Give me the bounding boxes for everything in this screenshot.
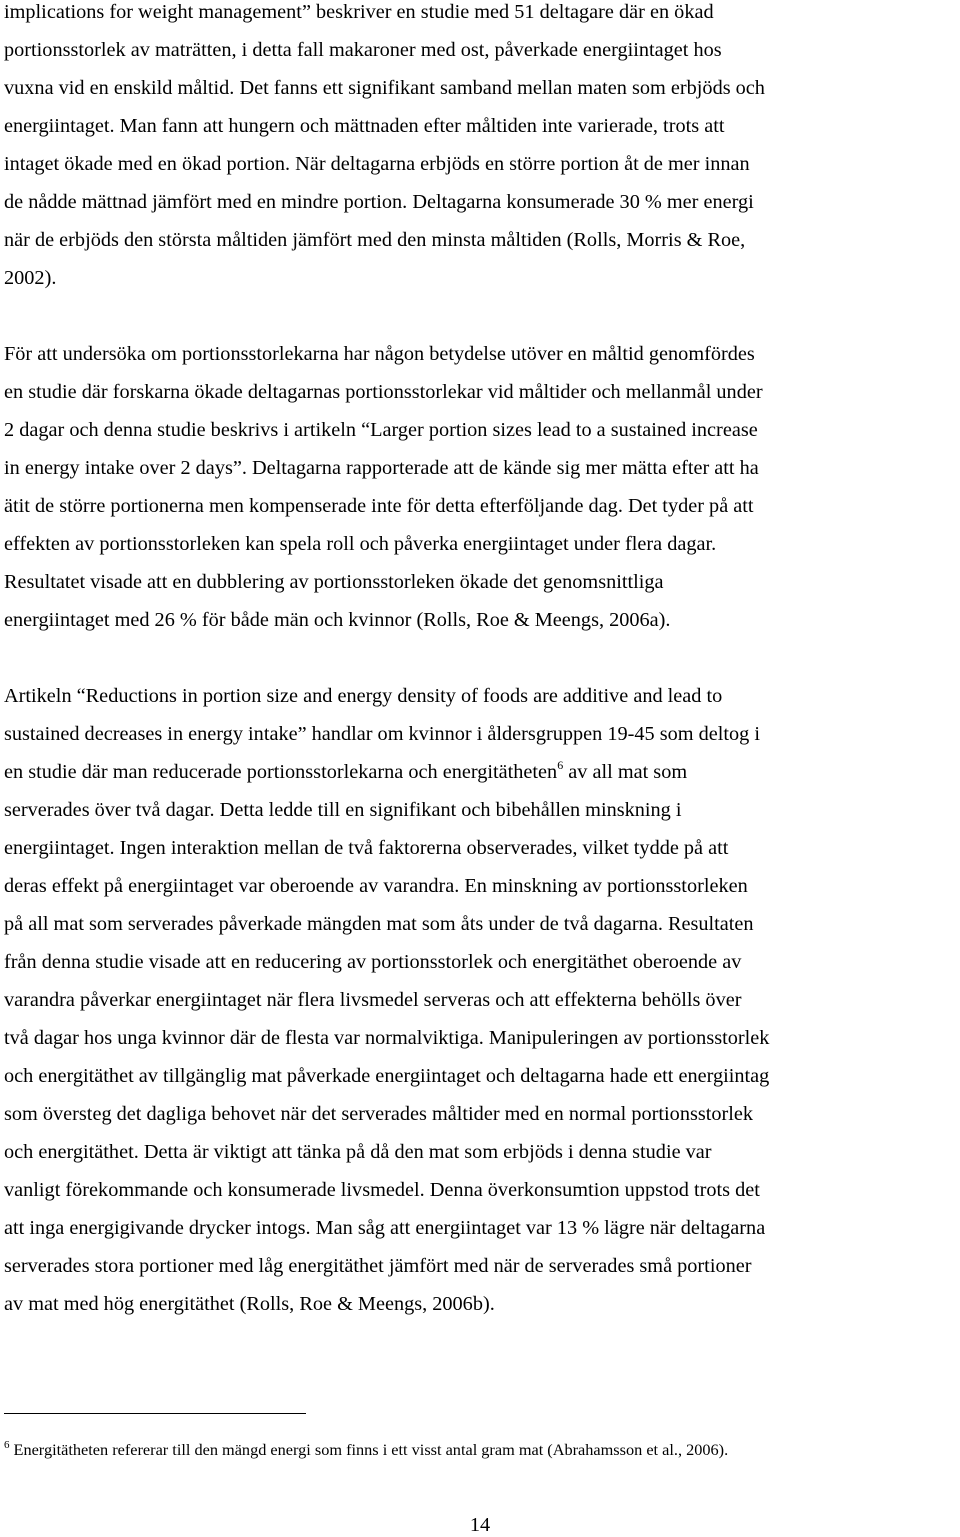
- text-line: och energitäthet. Detta är viktigt att tänka på då den mat som erbjöds i denna studie var: [4, 1141, 712, 1163]
- footnote-marker: 6: [4, 1439, 10, 1451]
- text-line: och energitäthet av tillgänglig mat påverkade energiintaget och deltagarna hade ett energiintag: [4, 1065, 770, 1087]
- text-line: ätit de större portionerna men kompenserade inte för detta efterföljande dag. Det tyder på att: [4, 495, 754, 517]
- text-line: på all mat som serverades påverkade mängden mat som åts under de två dagarna. Resultaten: [4, 913, 754, 935]
- text-line: energiintaget. Ingen interaktion mellan de två faktorerna observerades, vilket tydde på att: [4, 837, 729, 859]
- text-line: deras effekt på energiintaget var oberoende av varandra. En minskning av portionsstorleken: [4, 875, 748, 897]
- text-line: implications for weight management” beskriver en studie med 51 deltagare där en ökad: [4, 1, 714, 23]
- text-line: att inga energigivande drycker intogs. Man såg att energiintaget var 13 % lägre när deltagarna: [4, 1217, 766, 1239]
- footnote-text: Energitätheten refererar till den mängd energi som finns i ett visst antal gram mat (Abrahamsson et al., 2006).: [13, 1440, 729, 1459]
- text-line: in energy intake over 2 days”. Deltagarna rapporterade att de kände sig mer mätta efter att ha: [4, 457, 759, 479]
- text-line: portionsstorlek av maträtten, i detta fall makaroner med ost, påverkade energiintaget hos: [4, 39, 722, 61]
- text-segment: en studie där man reducerade portionsstorlekarna och energitätheten: [4, 761, 558, 783]
- text-line: när de erbjöds den största måltiden jämfört med den minsta måltiden (Rolls, Morris & Roe,: [4, 229, 746, 251]
- footnote: [4, 1440, 728, 1460]
- text-line: effekten av portionsstorleken kan spela roll och påverka energiintaget under flera dagar.: [4, 533, 717, 555]
- text-line: som översteg det dagliga behovet när det serverades måltider med en normal portionsstorlek: [4, 1103, 754, 1125]
- text-line: Resultatet visade att en dubblering av portionsstorleken ökade det genomsnittliga: [4, 571, 664, 593]
- text-line: energiintaget med 26 % för både män och kvinnor (Rolls, Roe & Meengs, 2006a).: [4, 609, 671, 631]
- page-number: 14: [469, 1514, 491, 1536]
- text-line: vuxna vid en enskild måltid. Det fanns ett signifikant samband mellan maten som erbjöds och: [4, 77, 765, 99]
- text-line: vanligt förekommande och konsumerade livsmedel. Denna överkonsumtion uppstod trots det: [4, 1179, 760, 1201]
- text-line: För att undersöka om portionsstorlekarna har någon betydelse utöver en måltid genomfördes: [4, 343, 755, 365]
- text-line: av mat med hög energitäthet (Rolls, Roe & Meengs, 2006b).: [4, 1293, 495, 1315]
- text-line: en studie där forskarna ökade deltagarnas portionsstorlekar vid måltider och mellanmål under: [4, 381, 763, 403]
- text-segment: av all mat som: [563, 761, 688, 783]
- text-line: serverades över två dagar. Detta ledde till en signifikant och bibehållen minskning i: [4, 799, 682, 821]
- text-line: intaget ökade med en ökad portion. När deltagarna erbjöds en större portion åt de mer innan: [4, 153, 750, 175]
- text-line: från denna studie visade att en reducering av portionsstorlek och energitäthet oberoende av: [4, 951, 742, 973]
- footnote-reference[interactable]: 6: [557, 758, 564, 772]
- footnote-separator: [4, 1413, 306, 1414]
- text-line: 2 dagar och denna studie beskrivs i artikeln “Larger portion sizes lead to a sustained increase: [4, 419, 758, 441]
- text-line: 2002).: [4, 267, 57, 289]
- text-line-with-footnote-ref: [4, 760, 687, 784]
- text-line: serverades stora portioner med låg energitäthet jämfört med när de serverades små portioner: [4, 1255, 752, 1277]
- text-line: varandra påverkar energiintaget när flera livsmedel serveras och att effekterna behölls över: [4, 989, 742, 1011]
- text-line: Artikeln “Reductions in portion size and energy density of foods are additive and lead to: [4, 685, 723, 707]
- text-line: sustained decreases in energy intake” handlar om kvinnor i åldersgruppen 19-45 som deltog i: [4, 723, 761, 745]
- text-line: två dagar hos unga kvinnor där de flesta var normalviktiga. Manipuleringen av portionsstorlek: [4, 1027, 770, 1049]
- text-line: energiintaget. Man fann att hungern och mättnaden efter måltiden inte varierade, trots att: [4, 115, 725, 137]
- text-line: de nådde mättnad jämfört med en mindre portion. Deltagarna konsumerade 30 % mer energi: [4, 191, 754, 213]
